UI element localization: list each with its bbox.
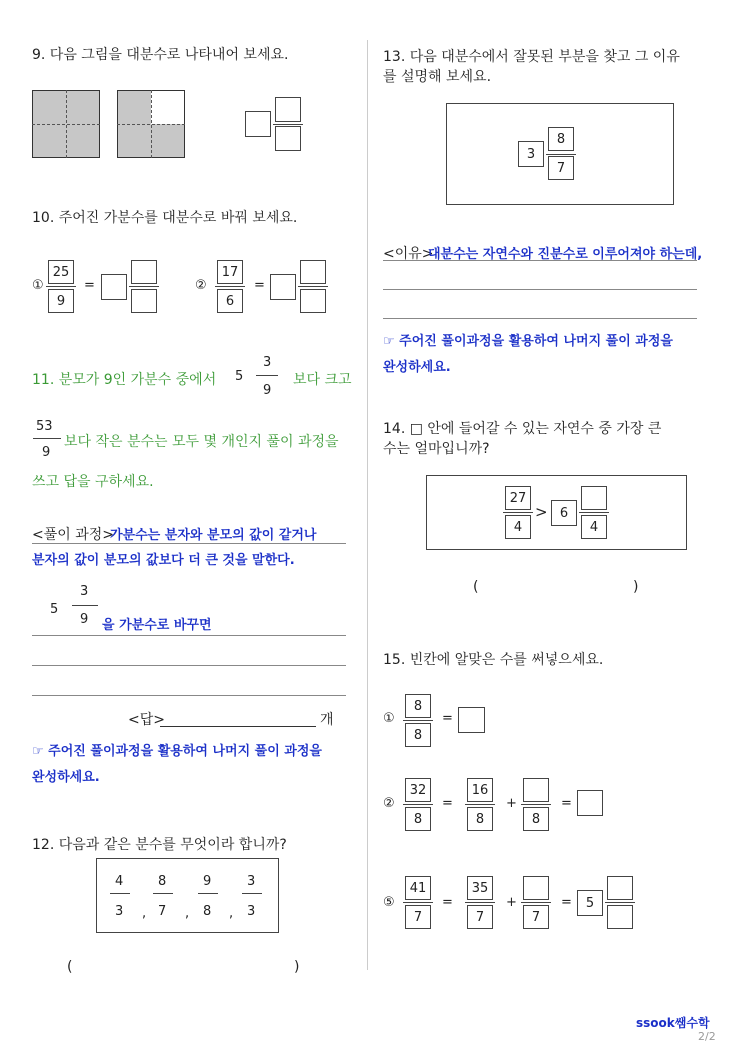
equals-sign: = [442, 796, 453, 811]
fraction-numerator: 9 [203, 874, 212, 889]
fraction-denominator: 8 [203, 904, 212, 919]
handwritten-line-3: 을 가분수로 바꾸면 [102, 618, 212, 633]
column-divider [367, 40, 368, 970]
answer-input-box[interactable] [577, 790, 603, 816]
fraction-denominator: 8 [405, 723, 431, 747]
fraction-denominator: 7 [158, 904, 167, 919]
fraction-numerator: 53 [36, 419, 53, 434]
denominator-input-box[interactable] [131, 289, 157, 313]
writing-line [383, 260, 697, 261]
fraction-numerator: 35 [467, 876, 493, 900]
whole-input-box[interactable] [270, 274, 296, 300]
item-mark: ⑤ [383, 895, 395, 910]
mixed-whole: 5 [50, 602, 59, 617]
mixed-numerator: 3 [263, 355, 272, 370]
mixed-whole: 5 [235, 369, 244, 384]
greater-than-sign: > [535, 503, 548, 521]
fraction-denominator: 8 [467, 807, 493, 831]
q9-title: 9. 다음 그림을 대분수로 나타내어 보세요. [32, 47, 289, 63]
answer-unit: 개 [320, 712, 334, 728]
handwritten-line-2: 분자의 값이 분모의 값보다 더 큰 것을 말한다. [32, 553, 295, 568]
fraction-numerator: 8 [405, 694, 431, 718]
handwritten-reason: 대분수는 자연수와 진분수로 이루어져야 하는데, [428, 247, 703, 262]
denominator-input-box[interactable] [300, 289, 326, 313]
fraction-denominator: 9 [42, 445, 51, 460]
numerator-input-box[interactable] [523, 778, 549, 802]
fraction-denominator: 7 [523, 905, 549, 929]
fraction-set-box [96, 858, 279, 933]
writing-line [383, 289, 697, 290]
fraction-numerator: 17 [217, 260, 243, 284]
q11-title-tail: 보다 크고 [293, 372, 352, 388]
plus-sign: + [506, 895, 517, 910]
brand-logo: ssook쌤수학 [636, 1016, 710, 1030]
q14-title-line2: 수는 얼마입니까? [383, 441, 490, 457]
instruction-note-line-2: 완성하세요. [32, 770, 100, 785]
instruction-note-line-1: ☞ 주어진 풀이과정을 활용하여 나머지 풀이 과정을 [32, 744, 322, 759]
item-mark: ① [32, 278, 44, 293]
equals-sign: = [561, 796, 572, 811]
equals-sign: = [84, 278, 95, 293]
denominator-input-box[interactable] [275, 126, 301, 151]
answer-paren-open: ( [67, 959, 73, 975]
fraction-denominator: 7 [405, 905, 431, 929]
q13-title-line1: 13. 다음 대분수에서 잘못된 부분을 찾고 그 이유 [383, 49, 680, 65]
comma: , [142, 906, 147, 921]
q15-title: 15. 빈칸에 알맞은 수를 써넣으세요. [383, 652, 604, 668]
equals-sign: = [442, 711, 453, 726]
q11-title-line3: 쓰고 답을 구하세요. [32, 474, 154, 490]
q12-title: 12. 다음과 같은 분수를 무엇이라 합니까? [32, 837, 287, 853]
mixed-numerator: 3 [80, 584, 89, 599]
fraction-denominator: 4 [505, 515, 531, 539]
fraction-denominator: 3 [115, 904, 124, 919]
numerator-input-box[interactable] [131, 260, 157, 284]
mixed-whole: 3 [518, 141, 544, 167]
q14-title-line1: 14. □ 안에 들어갈 수 있는 자연수 중 가장 큰 [383, 421, 662, 437]
numerator-input-box[interactable] [607, 876, 633, 900]
answer-blank[interactable] [160, 726, 316, 727]
writing-line [32, 695, 346, 696]
item-mark: ① [383, 711, 395, 726]
page-number: 2/2 [698, 1030, 716, 1043]
fraction-denominator: 8 [523, 807, 549, 831]
fraction-numerator: 27 [505, 486, 531, 510]
fraction-denominator: 8 [405, 807, 431, 831]
item-mark: ② [383, 796, 395, 811]
answer-label: <답> [128, 712, 165, 728]
fraction-numerator: 8 [158, 874, 167, 889]
whole-input-box[interactable] [245, 111, 271, 137]
whole-input-box[interactable] [101, 274, 127, 300]
mixed-denominator: 4 [581, 515, 607, 539]
writing-line [383, 318, 697, 319]
fraction-numerator: 41 [405, 876, 431, 900]
fraction-numerator: 25 [48, 260, 74, 284]
handwritten-line-1: 가분수는 분자와 분모의 값이 같거나 [110, 528, 317, 543]
q13-title-line2: 를 설명해 보세요. [383, 69, 492, 85]
fraction-numerator: 32 [405, 778, 431, 802]
numerator-input-box[interactable] [581, 486, 607, 510]
denominator-input-box[interactable] [607, 905, 633, 929]
fraction-numerator: 3 [247, 874, 256, 889]
fraction-denominator: 3 [247, 904, 256, 919]
comma: , [185, 906, 190, 921]
numerator-input-box[interactable] [275, 97, 301, 122]
numerator-input-box[interactable] [300, 260, 326, 284]
fraction-numerator: 16 [467, 778, 493, 802]
answer-input-box[interactable] [458, 707, 485, 733]
writing-line [32, 635, 346, 636]
fraction-denominator: 6 [217, 289, 243, 313]
q11-title-line2: 보다 작은 분수는 모두 몇 개인지 풀이 과정을 [64, 434, 339, 450]
answer-paren-close: ) [294, 959, 300, 975]
writing-line [32, 665, 346, 666]
mixed-whole: 6 [551, 500, 577, 526]
mixed-denominator: 7 [548, 156, 574, 180]
answer-paren-close: ) [633, 579, 639, 595]
equals-sign: = [254, 278, 265, 293]
instruction-note-line-2: 완성하세요. [383, 360, 451, 375]
writing-line [32, 543, 346, 544]
mixed-denominator: 9 [263, 383, 272, 398]
mixed-denominator: 9 [80, 612, 89, 627]
instruction-note-line-1: ☞ 주어진 풀이과정을 활용하여 나머지 풀이 과정을 [383, 334, 673, 349]
numerator-input-box[interactable] [523, 876, 549, 900]
mixed-numerator: 8 [548, 127, 574, 151]
equals-sign: = [442, 895, 453, 910]
equals-sign: = [561, 895, 572, 910]
comma: , [229, 906, 234, 921]
fraction-denominator: 9 [48, 289, 74, 313]
fraction-denominator: 7 [467, 905, 493, 929]
answer-paren-open: ( [473, 579, 479, 595]
q10-title: 10. 주어진 가분수를 대분수로 바꿔 보세요. [32, 210, 298, 226]
plus-sign: + [506, 796, 517, 811]
fraction-numerator: 4 [115, 874, 124, 889]
q11-title-line1: 11. 분모가 9인 가분수 중에서 [32, 372, 217, 388]
item-mark: ② [195, 278, 207, 293]
reason-label: <이유> [383, 246, 434, 262]
mixed-whole: 5 [577, 890, 603, 916]
process-label: <풀이 과정> [32, 527, 115, 543]
